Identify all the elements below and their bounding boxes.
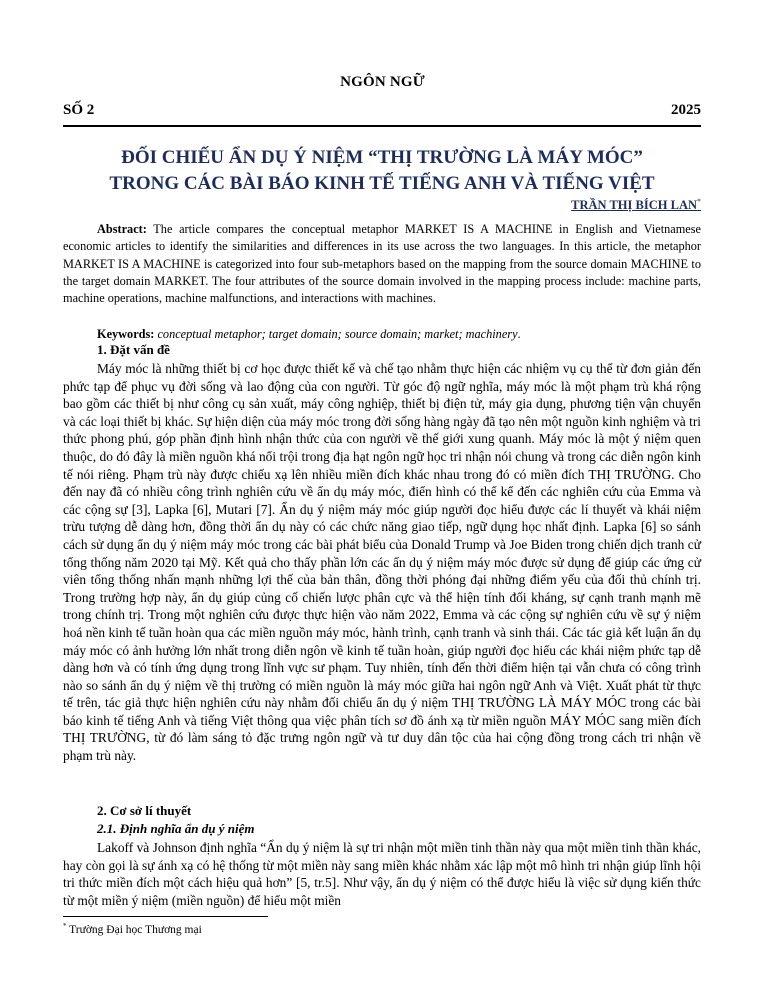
keywords <box>97 326 701 343</box>
header-rule <box>63 125 701 127</box>
keywords-end: . <box>517 327 521 341</box>
section-1-paragraph: Máy móc là những thiết bị cơ học được thiết kế và chế tạo nhằm thực hiện các nhiệm vụ cụ thể từ đơn giản đến phức tạp để phục vụ đời sống và lao động của con người. Từ góc độ ngữ nghĩa, máy móc là một phạm trù khá rộng bao gồm các thiết bị như công cụ sản xuất, máy công nghiệp, thiết bị điện tử, máy gia dụng, phương tiện vận chuyển và các loại thiết bị khác. Sự hiện diện của máy móc trong đời sống hàng ngày đã tạo nên một nguồn kinh nghiệm và tri thức phong phú, góp phần định hình nhận thức của con người về thế giới xung quanh. Máy móc là một ý niệm quen thuộc, do đó đây là miền nguồn khá nổi trội trong địa hạt ngôn ngữ học tri nhận nói chung và trong các diễn ngôn kinh tế nói riêng. Phạm trù này được chiếu xạ lên nhiều miền đích khác nhau trong đó có miền đích THỊ TRƯỜNG. Cho đến nay đã có nhiều công trình nghiên cứu về ẩn dụ máy móc, điển hình có thể kể đến các nghiên cứu của Emma và các cộng sự [3], Lapka [6], Mutari [7]. Ẩn dụ ý niệm máy móc giúp người đọc hiểu được các lí thuyết và khái niệm trừu tượng dễ dàng hơn, đồng thời ẩn dụ này có các chức năng giao tiếp, ngữ dụng học nhất định. Lapka [6] so sánh cách sử dụng ẩn dụ ý niệm máy móc trong các bài phát biểu của Donald Trump và Joe Biden trong chiến dịch tranh cử tổng thống năm 2020 tại Mỹ. Kết quả cho thấy phần lớn các ẩn dụ ý niệm máy móc được sử dụng để giúp các ứng cử viên tổng thống nhấn mạnh những lợi thế của bản thân, đồng thời phóng đại những điểm yếu của đối thủ chính trị. Trong trường hợp này, ẩn dụ giúp củng cố chiến lược phân cực và thể hiện tính đối kháng, sự cạnh tranh mạnh mẽ trong chính trị. Trong một nghiên cứu được thực hiện vào năm 2022, Emma và các cộng sự nghiên cứu về sự ý niệm hoá nền kinh tế tuần hoàn qua các miền nguồn máy móc, hành trình, cạnh tranh và sinh thái. Các tác giả kết luận ẩn dụ máy móc có ảnh hưởng lớn nhất trong diễn ngôn về kinh tế tuần hoàn, giúp người đọc hiểu các khái niệm phức tạp dễ dàng hơn và có tính ứng dụng trong lĩnh vực sư phạm. Tuy nhiên, tính đến thời điểm hiện tại vẫn chưa có công trình nào so sánh ẩn dụ ý niệm về thị trường có miền nguồn là máy móc giữa hai ngôn ngữ Anh và Việt. Xuất phát từ thực tế trên, tác giả thực hiện nghiên cứu này nhằm đối chiếu ẩn dụ ý niệm THỊ TRƯỜNG LÀ MÁY MÓC trong các bài báo kinh tế tiếng Anh và tiếng Việt thông qua việc phân tích sơ đồ ánh xạ từ miền nguồn MÁY MÓC sang miền đích THỊ TRƯỜNG, từ đó làm sáng tỏ đặc trưng ngôn ngữ và tư duy dân tộc của hai cộng đồng trong cách tri nhận về phạm trù này. <box>63 361 701 764</box>
footnote-mark: * <box>63 922 67 930</box>
section-2-heading: 2. Cơ sở lí thuyết <box>97 803 192 818</box>
title-line-2: TRONG CÁC BÀI BÁO KINH TẾ TIẾNG ANH VÀ TIẾNG VIỆT <box>109 173 655 194</box>
section-1-heading: 1. Đặt vấn đề <box>97 342 170 357</box>
section-2-1-paragraph: Lakoff và Johnson định nghĩa “Ẩn dụ ý niệm là sự tri nhận một miền tinh thần này qua một miền tinh thần khác, hay còn gọi là sự ánh xạ có hệ thống từ một miền này sang miền khác nhằm xác lập một mô hình tri nhận giúp lĩnh hội tri thức miền đích một cách hiệu quả hơn” [5, tr.5]. Như vậy, ẩn dụ ý niệm có thể được hiểu là việc sử dụng kiến thức từ một miền ý niệm (miền nguồn) để hiểu một miền <box>63 840 701 908</box>
footnote-rule <box>63 916 268 917</box>
author-line <box>571 197 701 213</box>
issue-row <box>63 102 701 119</box>
section-2-1-heading: 2.1. Định nghĩa ẩn dụ ý niệm <box>97 821 255 836</box>
journal-name: NGÔN NGỮ <box>340 74 425 90</box>
issue-number: SỐ 2 <box>63 102 95 118</box>
footnote <box>63 922 202 936</box>
abstract-text: The article compares the conceptual metaphor MARKET IS A MACHINE in English and Vietnamese economic articles to identify the similarities and differences in its use across the two languages. In this article, the metaphor MARKET IS A MACHINE is categorized into four sub-metaphors based on the mapping from the source domain MACHINE to the target domain MARKET. The four attributes of the source domain involved in the mapping process include: machine parts, machine operations, machine malfunctions, and interactions with machines. <box>63 222 701 306</box>
abstract <box>63 221 701 307</box>
author-name: TRẦN THỊ BÍCH LAN <box>571 198 697 213</box>
title-line-1: ĐỐI CHIẾU ẨN DỤ Ý NIỆM “THỊ TRƯỜNG LÀ MÁY MÓC” <box>121 147 643 168</box>
keywords-label: Keywords: <box>97 327 155 341</box>
abstract-label: Abstract: <box>97 222 147 236</box>
keywords-text: conceptual metaphor; target domain; source domain; market; machinery <box>157 327 518 341</box>
author-footnote-mark: * <box>697 197 701 206</box>
article-title <box>63 145 701 197</box>
footnote-text: Trường Đại học Thương mại <box>66 923 202 936</box>
issue-year: 2025 <box>671 102 701 118</box>
